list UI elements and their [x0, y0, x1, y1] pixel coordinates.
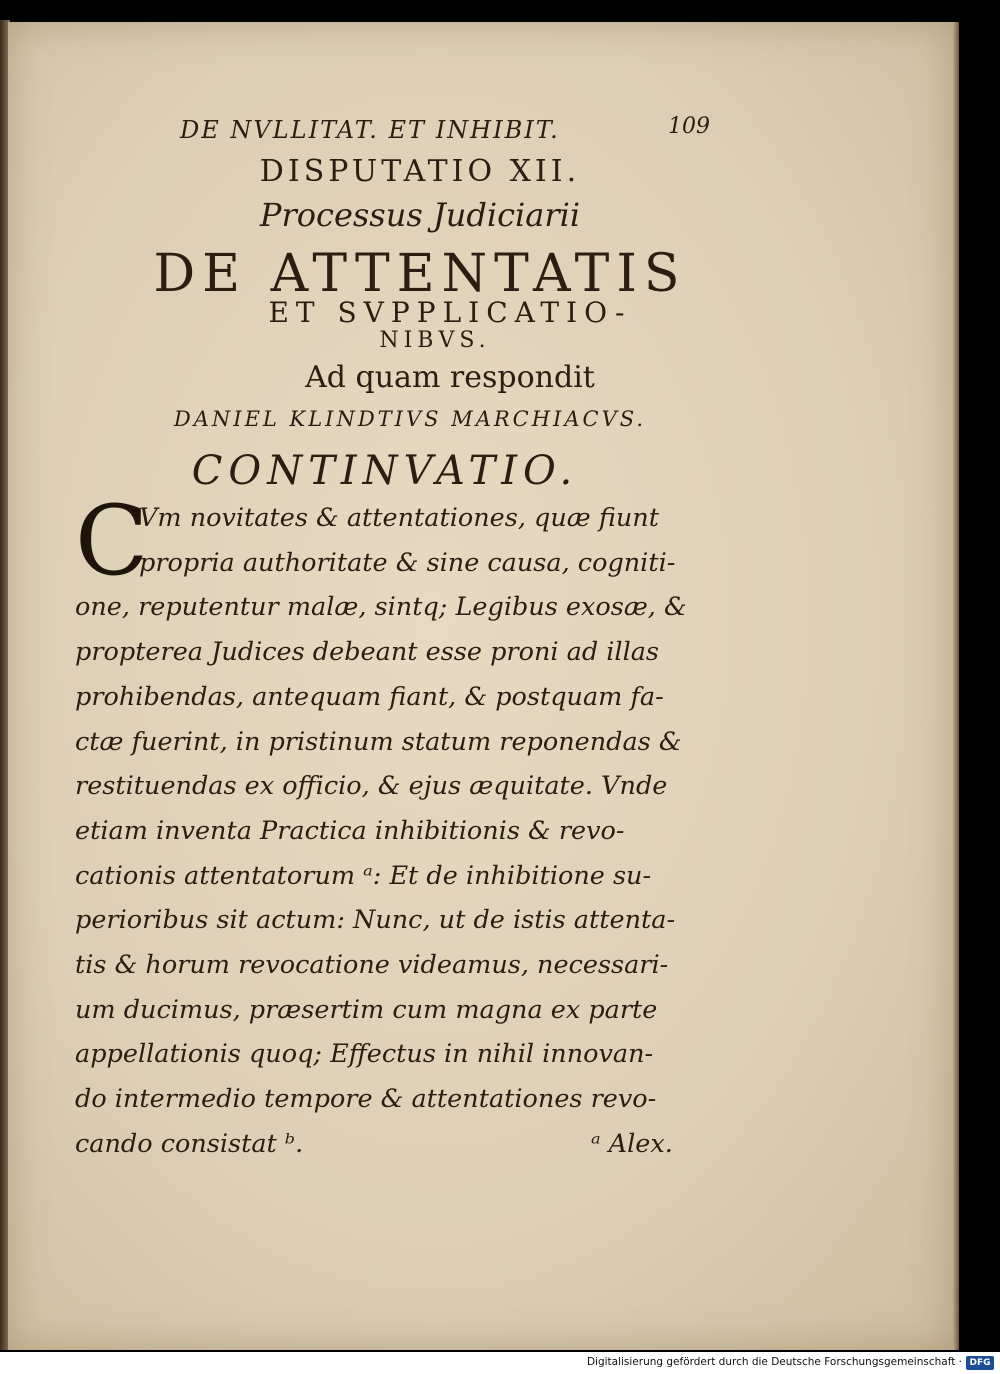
body-line-text: cando consistat ᵇ.: [75, 1128, 304, 1159]
section-heading: CONTINVATIO.: [191, 448, 579, 494]
processus-subtitle: Processus Judiciarii: [259, 196, 581, 234]
body-line: tis & horum revocatione videamus, necessari-: [75, 950, 669, 981]
body-line: etiam inventa Practica inhibitionis & revo-: [75, 815, 625, 846]
body-line: propterea Judices debeant esse proni ad illas: [75, 637, 660, 668]
body-line: prohibendas, antequam fiant, & postquam fa-: [75, 681, 664, 712]
funding-footer-bar: [0, 1352, 1000, 1374]
body-line: appellationis quoq; Effectus in nihil innovan-: [75, 1039, 654, 1070]
catchword: ᵃ Alex.: [591, 1128, 673, 1159]
page-edge: [953, 22, 959, 1350]
dfg-logo: DFG: [966, 1356, 994, 1370]
body-line: propria authoritate & sine causa, cogniti-: [139, 547, 676, 578]
body-line: restituendas ex officio, & ejus æquitate. Vnde: [75, 771, 668, 802]
body-line: one, reputentur malæ, sintq; Legibus exosæ, &: [75, 592, 687, 623]
body-line: cationis attentatorum ᵃ: Et de inhibitione su-: [75, 860, 652, 891]
main-title-line-1: DE ATTENTATIS: [153, 244, 687, 304]
running-head: DE NVLLITAT. ET INHIBIT.: [180, 116, 560, 144]
body-line: Vm novitates & attentationes, quæ fiunt: [139, 503, 659, 533]
body-line: ctæ fuerint, in pristinum statum reponendas &: [75, 726, 682, 757]
body-line-last: [75, 1122, 715, 1167]
respondent-name: DANIEL KLINDTIVS MARCHIACVS.: [173, 407, 647, 431]
page-number: 109: [668, 114, 710, 139]
main-title-line-2: ET SVPPLICATIO-: [268, 296, 632, 329]
body-line: perioribus sit actum: Nunc, ut de istis attenta-: [75, 905, 676, 936]
respondit-line: Ad quam respondit: [305, 360, 595, 395]
body-line: um ducimus, præsertim cum magna ex parte: [75, 994, 658, 1025]
drop-cap: C: [75, 485, 149, 597]
disputatio-heading: DISPUTATIO XII.: [259, 154, 581, 189]
body-line: do intermedio tempore & attentationes revo-: [75, 1084, 657, 1115]
funding-notice: Digitalisierung gefördert durch die Deutsche Forschungsgemeinschaft ·: [586, 1356, 962, 1368]
body-text: [75, 485, 715, 1167]
main-title-line-3: NIBVS.: [379, 328, 491, 353]
